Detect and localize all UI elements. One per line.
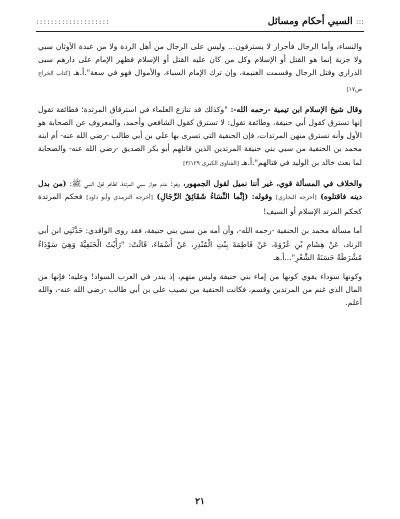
paragraph-2 bbox=[38, 103, 362, 171]
paragraph-1-reference: [كتاب الخراج ص١٧] bbox=[38, 71, 362, 93]
paragraph-4-text: أما مسألة محمد بن الحنفية -رحمه الله-، وأن أمه من سبي بني حنيفة، فقد روى الواقدي: حَدَّثَنِي ابن أبي الزناد، عَنْ هِشَامِ بْنِ عُرْوَةَ، عَنْ فَاطِمَةَ بِنْتِ الْمُنْذِرِ، عَنْ أَسْمَاءَ، قَالَتْ: "رَأَيْتُ الْحَنَفِيَّةَ وَهِيَ سَوْدَاءُ مُشْرَطَةٌ حَسَنَةُ الشَّعْرِ"...أ.هـ bbox=[38, 226, 362, 262]
header-ornament-right: ::: bbox=[355, 16, 364, 26]
paragraph-2-lead: وقال شيخ الإسلام ابن تيمية -رحمه الله-: bbox=[230, 104, 362, 114]
header-title: السبي أحكام ومسائل bbox=[267, 15, 353, 27]
paragraph-4 bbox=[38, 224, 362, 264]
header-divider bbox=[36, 31, 364, 32]
paragraph-5-text: وكونها سوداء يقوي كونها من إماء بني حنيفة وليس منهم، إذ يندر في العرب السواد! وعليه؛ فإنها من المال الذي غنم من المرتدين وقسم، فكانت الحنفية من نصيب علي بن أبي طالب -رضي الله عنه-، والله أعلم. bbox=[38, 272, 362, 308]
paragraph-3-lead: والخلاف في المسألة قوي، غير أننا نميل لقول الجمهور، bbox=[183, 178, 362, 188]
body-text bbox=[38, 40, 362, 316]
hadith-quote-1: (من بدل دينه فاقتلوه) bbox=[38, 178, 363, 202]
paragraph-2-reference: [الفتاوى الكبرى ٣/١٢٩] bbox=[183, 160, 239, 167]
paragraph-3-text-2: وقوله: bbox=[251, 192, 273, 202]
paragraph-1 bbox=[38, 40, 362, 97]
paragraph-5 bbox=[38, 270, 362, 310]
header-title-wrap bbox=[268, 16, 364, 27]
paragraph-1-text: والنساء، وأما الرجال فأحرار لا يسترقون... وليس على الرجال من أهل الردة ولا من عبدة الأوثان سبي ولا جزية إنما هو القتل أو الإسلام وكل من كان عليه القتل أو الإسلام فظهر الإمام على دارهم سبى الذراري وقتل الرجال وقسمت الغنيمة، وإن ترك الإمام السباء، والأموال فهو في سعة".أ.هـ bbox=[38, 42, 362, 78]
paragraph-3-text-1: وهو: عدم جواز سبي المرتدة، لظاهر قول النبي ﷺ: bbox=[69, 178, 180, 188]
paragraph-3 bbox=[38, 177, 362, 219]
page-number: ٢١ bbox=[195, 497, 205, 507]
header-ornament-left: :::::::::::::::::::: bbox=[36, 16, 110, 26]
paragraph-3-text-3: فحكم المرتدة كحكم المرتد الإسلام أو السيف! bbox=[38, 192, 362, 217]
hadith-reference-2: [أخرجه الترمذي وأبو داود] bbox=[86, 195, 153, 202]
hadith-reference-1: [أخرجه البخاري] bbox=[275, 195, 317, 202]
hadith-quote-2: (إنَّما النِّسَاءُ شَقَائِقُ الرِّجَالِ) bbox=[156, 192, 249, 202]
page-header bbox=[36, 14, 364, 28]
paragraph-2-text: "وكذلك قد تنازع العلماء في استرقاق المرتدة؛ فطائفة تقول إنها تسترق كقول أبي حنيفة، وطائفة تقول: لا تسترق كقول الشافعي وأحمد، والمعروف عن الصحابة هو الأول وأنه تسترق منهن المرتدات، فإن الحنفية التي تسرى بها علي بن أبي طالب -رضي الله عنه- أم ابنه محمد بن الحنفية من سبي بني حنيفة المرتدين الذين قاتلهم أبو بكر الصديق -رضي الله عنه- والصحابة لما بعث خالد بن الوليد في قتالهم".أ.هـ bbox=[38, 104, 362, 167]
